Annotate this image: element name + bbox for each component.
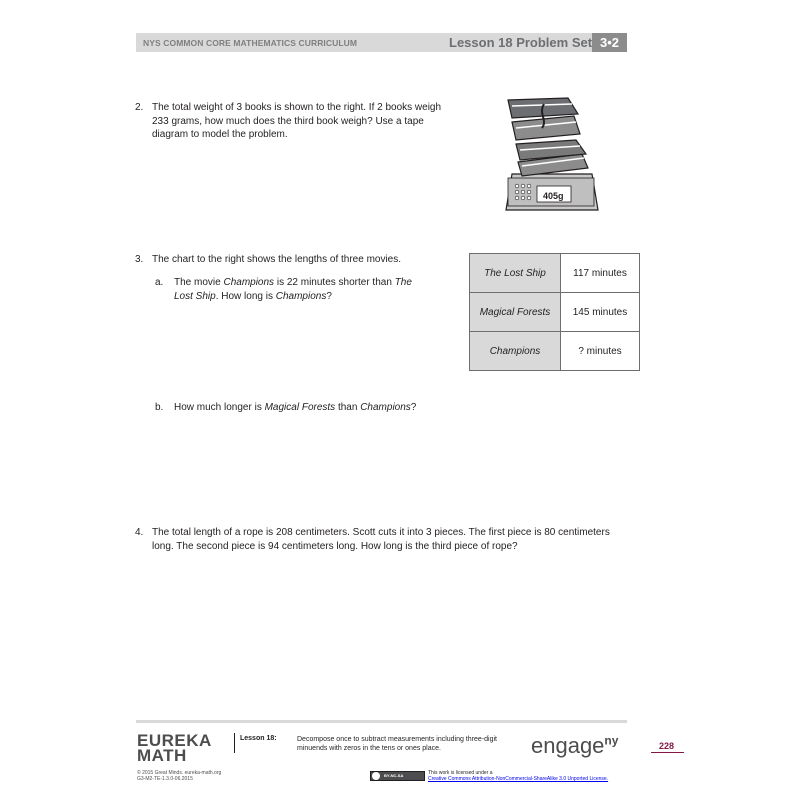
logo-text: engage bbox=[531, 733, 605, 758]
copyright-line: G3-M2-TE-1.3.0-06.2015 bbox=[137, 776, 193, 782]
page-title: Lesson 18 Problem Set bbox=[449, 35, 593, 50]
problem-4-number: 4. bbox=[135, 527, 144, 538]
movie-title: Champions bbox=[360, 402, 411, 413]
text-span: ? bbox=[410, 402, 417, 413]
movie-title-cell: The Lost Ship bbox=[470, 254, 561, 293]
engage-ny-logo bbox=[531, 733, 618, 759]
table-row bbox=[470, 332, 640, 371]
cc-badge-text: BY-NC-SA bbox=[384, 773, 404, 778]
problem-4-line-1: The total length of a rope is 208 centimeters. Scott cuts it into 3 pieces. The first piece is 80 centimeters bbox=[152, 527, 610, 538]
problem-3a-label: a. bbox=[155, 277, 164, 288]
logo-text: EUREKA bbox=[137, 731, 212, 750]
problem-3a-line-1 bbox=[174, 276, 434, 290]
movie-title: Champions bbox=[275, 290, 327, 302]
problem-3b-text bbox=[174, 401, 416, 415]
text-span: The movie bbox=[174, 277, 224, 288]
movie-title: Champions bbox=[223, 277, 275, 288]
problem-3-intro: The chart to the right shows the lengths of three movies. bbox=[152, 254, 402, 265]
movie-length-cell: 145 minutes bbox=[561, 293, 640, 332]
text-span: How much longer is bbox=[174, 402, 265, 413]
cc-icon bbox=[372, 772, 380, 780]
page-number: 228 bbox=[659, 741, 675, 751]
movie-length-cell: ? minutes bbox=[561, 332, 640, 371]
logo-text: MATH bbox=[137, 746, 187, 765]
movie-title-cell: Champions bbox=[470, 332, 561, 371]
text-span: . How long is bbox=[215, 290, 276, 302]
lesson-description bbox=[297, 735, 527, 753]
lesson-label: Lesson 18: bbox=[240, 735, 277, 742]
logo-text: ny bbox=[604, 733, 619, 748]
eureka-math-logo bbox=[137, 733, 212, 763]
problem-4-line-2: long. The second piece is 94 centimeters long. How long is the third piece of rope? bbox=[152, 540, 518, 552]
text-span: is 22 minutes shorter than bbox=[274, 277, 395, 288]
license-text: This work is licensed under a bbox=[428, 770, 493, 776]
movie-lengths-table bbox=[469, 253, 640, 371]
table-row bbox=[470, 293, 640, 332]
text-span: than bbox=[335, 402, 361, 413]
problem-2-line-1: The total weight of 3 books is shown to the right. If 2 books weigh bbox=[152, 102, 442, 113]
problem-2-text bbox=[152, 101, 441, 142]
text-span: ? bbox=[326, 290, 332, 302]
movie-length-cell: 117 minutes bbox=[561, 254, 640, 293]
problem-2-number: 2. bbox=[135, 102, 144, 113]
copyright-line: © 2015 Great Minds. eureka-math.org bbox=[137, 770, 222, 776]
movie-title: The bbox=[394, 277, 412, 288]
lesson-desc-line: Decompose once to subtract measurements including three-digit bbox=[297, 736, 497, 743]
movie-title: Magical Forests bbox=[264, 402, 336, 413]
page-number-underline bbox=[651, 752, 684, 753]
table-row bbox=[470, 254, 640, 293]
problem-3b-label: b. bbox=[155, 402, 164, 413]
problem-3a-line-2 bbox=[174, 290, 434, 304]
movie-title-cell: Magical Forests bbox=[470, 293, 561, 332]
problem-2-line-2: 233 grams, how much does the third book weigh? Use a tape bbox=[152, 115, 424, 127]
footer-separator bbox=[234, 733, 235, 753]
license-link[interactable]: Creative Commons Attribution-NonCommercial-ShareAlike 3.0 Unported License. bbox=[428, 776, 609, 782]
footer-divider bbox=[136, 720, 627, 723]
problem-4-text bbox=[152, 526, 610, 553]
module-badge: 3•2 bbox=[592, 33, 627, 52]
problem-3a-text bbox=[174, 276, 434, 303]
lesson-desc-line: minuends with zeros in the tens or ones place. bbox=[297, 745, 441, 752]
movie-title: Lost Ship bbox=[174, 290, 216, 302]
problem-2-line-3: diagram to model the problem. bbox=[152, 129, 288, 140]
scale-reading: 405g bbox=[543, 191, 564, 201]
curriculum-title: NYS COMMON CORE MATHEMATICS CURRICULUM bbox=[143, 38, 358, 48]
problem-3-number: 3. bbox=[135, 254, 144, 265]
copyright bbox=[137, 770, 221, 782]
